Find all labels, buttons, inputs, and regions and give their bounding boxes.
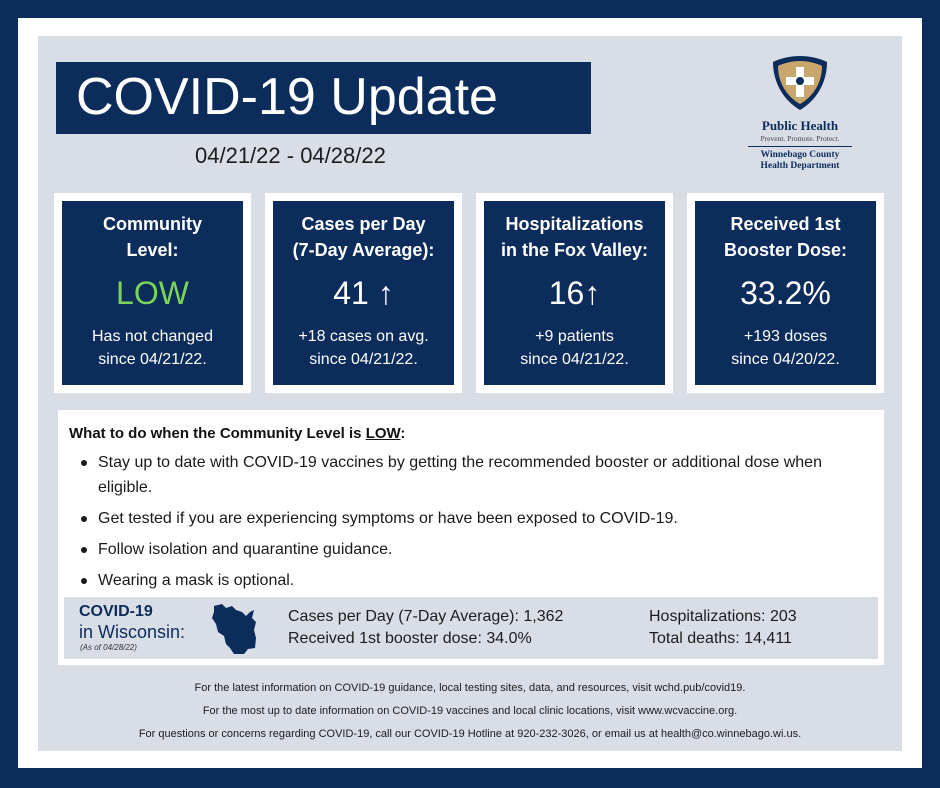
card-title xyxy=(273,211,454,263)
wisconsin-as-of: (As of 04/28/22) xyxy=(80,643,137,652)
card-title-line1: Community xyxy=(103,214,202,234)
card-note-line1: +9 patients xyxy=(535,328,614,345)
card-note-line1: Has not changed xyxy=(92,328,213,345)
list-item-text: Get tested if you are experiencing symptoms or have been exposed to COVID-19. xyxy=(98,510,678,527)
list-item xyxy=(78,537,878,562)
logo-name: Public Health xyxy=(761,118,839,133)
card-value: 41 ↑ xyxy=(333,275,394,311)
card-title-line1: Received 1st xyxy=(730,214,841,234)
guidance-heading xyxy=(69,425,405,442)
shield-cross-icon xyxy=(769,54,831,112)
list-item-text: Wearing a mask is optional. xyxy=(98,572,295,589)
card-cases-per-day xyxy=(265,193,462,393)
card-note-line2: since 04/21/22. xyxy=(309,351,418,368)
list-item xyxy=(78,568,878,593)
wisconsin-subtitle: in Wisconsin: xyxy=(79,622,186,642)
card-title xyxy=(695,211,876,263)
logo-tagline: Prevent. Promote. Protect. xyxy=(760,134,840,143)
guidance-heading-level: LOW xyxy=(365,425,401,442)
wisconsin-deaths: Total deaths: 14,411 xyxy=(649,630,792,647)
card-note xyxy=(62,325,243,371)
bullet-icon xyxy=(81,578,87,584)
card-title-line2: in the Fox Valley: xyxy=(500,240,649,260)
footer-line-hotline: For questions or concerns regarding COVID-19, call our COVID-19 Hotline at 920-232-3026, or email us at health@co.winnebago.wi.us. xyxy=(138,728,802,740)
card-community-level xyxy=(54,193,251,393)
card-body xyxy=(695,201,876,385)
wisconsin-hospitalizations: Hospitalizations: 203 xyxy=(649,608,797,625)
card-title-line2: (7-Day Average): xyxy=(292,240,435,260)
card-note-line1: +18 cases on avg. xyxy=(298,328,429,345)
wisconsin-title: COVID-19 xyxy=(79,603,153,620)
list-item-text: Follow isolation and quarantine guidance. xyxy=(98,541,393,558)
bullet-icon xyxy=(81,460,87,466)
card-title xyxy=(62,211,243,263)
card-note xyxy=(484,325,665,371)
card-note-line1: +193 doses xyxy=(743,328,828,345)
card-body xyxy=(273,201,454,385)
footer-line-guidance: For the latest information on COVID-19 guidance, local testing sites, data, and resources, visit wchd.pub/covid19. xyxy=(194,682,746,694)
card-value: 33.2% xyxy=(740,275,831,311)
logo-dept-line2: Health Department xyxy=(760,161,840,171)
card-body xyxy=(484,201,665,385)
list-item xyxy=(78,506,878,531)
footer-line-vaccine: For the most up to date information on COVID-19 vaccines and local clinic locations, visit www.wcvaccine.org. xyxy=(202,705,738,717)
wisconsin-booster: Received 1st booster dose: 34.0% xyxy=(288,630,532,647)
public-health-logo xyxy=(744,54,856,170)
page-title: COVID-19 Update xyxy=(76,68,498,126)
card-title-line2: Level: xyxy=(126,240,179,260)
card-title-line1: Hospitalizations xyxy=(505,214,644,234)
card-title xyxy=(484,211,665,263)
bullet-icon xyxy=(81,547,87,553)
card-note-line2: since 04/21/22. xyxy=(98,351,207,368)
date-range: 04/21/22 - 04/28/22 xyxy=(195,143,386,168)
card-title-line1: Cases per Day xyxy=(301,214,426,234)
card-value: LOW xyxy=(116,275,189,311)
logo-divider xyxy=(748,146,852,147)
card-body xyxy=(62,201,243,385)
list-item xyxy=(78,450,878,500)
card-note-line2: since 04/21/22. xyxy=(520,351,629,368)
bullet-icon xyxy=(81,516,87,522)
card-note xyxy=(273,325,454,371)
footer xyxy=(38,682,902,751)
card-hospitalizations xyxy=(476,193,673,393)
card-value: 16↑ xyxy=(548,275,601,311)
logo-dept-line1: Winnebago County xyxy=(760,150,840,160)
card-title-line2: Booster Dose: xyxy=(723,240,848,260)
guidance-heading-prefix: What to do when the Community Level is xyxy=(69,425,366,442)
guidance-heading-suffix: : xyxy=(400,425,406,442)
list-item-text: Stay up to date with COVID-19 vaccines by getting the recommended booster or additional dose when eligible. xyxy=(98,454,822,496)
guidance-list xyxy=(78,450,878,599)
card-note xyxy=(695,325,876,371)
wisconsin-cases: Cases per Day (7-Day Average): 1,362 xyxy=(288,608,564,625)
wisconsin-stats-bar xyxy=(64,597,878,659)
card-note-line2: since 04/20/22. xyxy=(731,351,840,368)
wisconsin-map-icon xyxy=(208,600,262,656)
card-booster-dose xyxy=(687,193,884,393)
